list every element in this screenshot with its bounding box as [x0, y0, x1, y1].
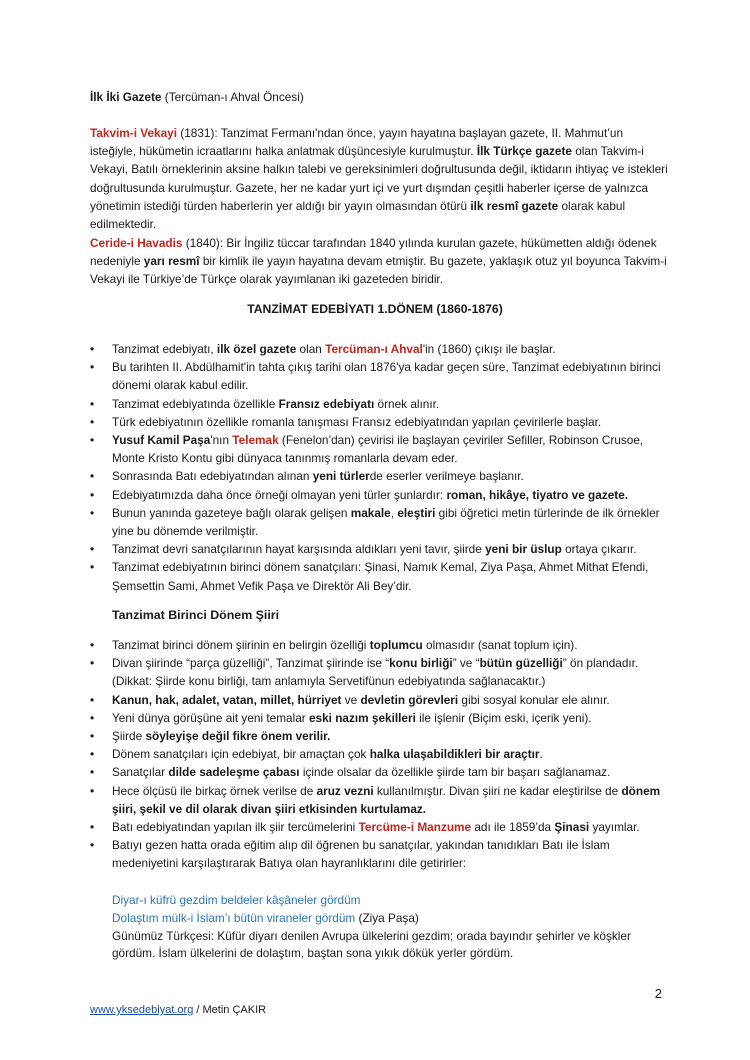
bullet-icon: •: [90, 692, 95, 707]
list-item: [90, 654, 670, 690]
text-run: ” ve “: [452, 656, 480, 671]
text-run: ile işlenir (Biçim eski, içerik yeni).: [415, 710, 592, 725]
bullet-icon: •: [90, 487, 95, 502]
list-item: [90, 540, 670, 558]
bullet-icon: •: [90, 838, 95, 853]
emphasis-text: makale: [350, 505, 391, 520]
emphasis-text: konu birliği: [389, 656, 453, 671]
text-run: kullanılmıştır. Divan şiiri ne kadar eleştirilse de: [373, 783, 622, 798]
emphasis-text: bütün güzelliği: [479, 656, 563, 671]
emphasis-text: Şinasi: [554, 820, 590, 835]
bullet-list-poetry: [90, 636, 670, 873]
bullet-icon: •: [90, 414, 95, 429]
paragraph-takvim-i-vekayi: [90, 124, 670, 233]
text-run: Batıyı gezen hatta orada eğitim alıp dil öğrenen bu sanatçılar, yakından tanıdıkları Batı ile İslam medeniyetini karşılaştırarak Batıya olan hayranlıklarını dile getirirler:: [112, 838, 610, 871]
text-run: (1831): Tanzimat Fermanı'ndan önce, yayın hayatına başlayan gazete, II. Mahmut’un isteğiyle, hükümetin icraatlarını halka anlatmak düşüncesiyle kurulmuştur.: [90, 126, 623, 159]
heading-bold: İlk İki Gazete: [90, 90, 162, 104]
bullet-icon: •: [90, 710, 95, 725]
text-run: gibi öğretici metin türlerinde de ilk örnekler yine bu dönemde verilmiştir.: [112, 505, 660, 539]
text-run: Tanzimat edebiyatının birinci dönem sanatçıları: Şinasi, Namık Kemal, Ziya Paşa, Ahmet Mithat Efendi, Şemsettin Sami, Ahmet Vefik Paşa ve Direktör Ali Bey’dir.: [112, 560, 649, 593]
emphasis-text: yeni türler: [312, 469, 370, 484]
emphasis-text: Fransız edebiyatı: [278, 396, 375, 411]
text-run: yayımlar.: [589, 820, 640, 835]
text-run: olarak kabul edilmektedir.: [90, 198, 626, 232]
list-item: [90, 709, 670, 727]
bullet-icon: •: [90, 396, 95, 411]
list-item: [90, 782, 670, 818]
paragraph-ceride-i-havadis: [90, 234, 670, 289]
text-run: 'nın: [210, 433, 233, 448]
emphasis-text: yeni bir üslup: [485, 542, 562, 557]
text-run: Bunun yanında gazeteye bağlı olarak gelişen: [112, 505, 351, 520]
subtitle-poetry: Tanzimat Birinci Dönem Şiiri: [112, 608, 280, 622]
text-run: (1840): Bir İngiliz tüccar tarafından 1840 yılında kurulan gazete, hükümetten aldığı ödenek nedeniyle: [90, 236, 657, 269]
text-run: ,: [390, 505, 398, 520]
emphasis-text: Yusuf Kamil Paşa: [112, 433, 211, 448]
poem-explanation: Günümüz Türkçesi: Küfür diyarı denilen Avrupa ülkelerini gezdim; orada bayındır şehirler ve köşkler gördüm. İslam ülkelerini de dolaştım, baştan sona yıkık dökük yerler gördüm.: [112, 928, 631, 961]
poem-line-2: Dolaştım mülk-i İslam’ı bütün viraneler gördüm: [112, 910, 356, 925]
emphasis-text: Telemak: [232, 433, 279, 448]
bullet-icon: •: [90, 729, 95, 744]
text-run: Tanzimat devri sanatçılarının hayat karşısında aldıkları yeni tavır, şiirde: [112, 542, 486, 557]
list-item: [90, 340, 670, 358]
list-item: [90, 486, 670, 504]
list-item: [90, 836, 670, 872]
list-item: [90, 558, 670, 594]
footer: [90, 1004, 266, 1016]
text-run: Sanatçılar: [112, 765, 169, 780]
text-run: Batı edebiyatından yapılan ilk şiir tercümelerini: [112, 820, 359, 835]
bullet-icon: •: [90, 433, 95, 448]
emphasis-text: devletin görevleri: [360, 692, 459, 707]
poem-quote: [112, 892, 672, 963]
bullet-icon: •: [90, 765, 95, 780]
text-run: ve: [341, 692, 361, 707]
emphasis-text: Ceride-i Havadis: [90, 236, 183, 250]
bullet-icon: •: [90, 638, 95, 652]
text-run: Şiirde: [112, 729, 146, 744]
bullet-icon: •: [90, 469, 95, 484]
emphasis-text: eleştiri: [397, 505, 436, 520]
page-number: 2: [654, 986, 662, 1001]
list-item: [90, 763, 670, 781]
emphasis-text: Takvim-i Vekayi: [90, 126, 178, 140]
list-item: [90, 413, 670, 431]
text-run: olan Takvim-i Vekayi, Batılı örneklerinin aksine halkın talebi ve gereksinimleri doğrultusunda değil, iktidarın ihtiyaç ve istekleri doğrultusunda kurulmuştur. Gazete, her ne kadar yurt içi ve yurt dışından çeşitli haberler içerse de yalnızca yönetimin istediği türden haberlerin yer aldığı bir yayın olmasından ötürü: [90, 144, 668, 213]
footer-link[interactable]: www.yksedebiyat.org: [90, 1004, 194, 1016]
list-item: [90, 636, 670, 654]
text-run: .: [539, 747, 543, 762]
section-title: TANZİMAT EDEBİYATI 1.DÖNEM (1860-1876): [247, 302, 503, 316]
bullet-icon: •: [90, 656, 95, 671]
list-item: [90, 745, 670, 763]
text-run: de eserler verilmeye başlanır.: [369, 469, 524, 484]
emphasis-text: Tercüme-i Manzume: [358, 820, 472, 835]
text-run: Hece ölçüsü ile birkaç örnek verilse de: [112, 783, 317, 798]
poem-author: (Ziya Paşa): [355, 910, 419, 925]
text-run: ” ön plandadır. (Dikkat: Şiirde konu birliği, tam anlamıyla Servetifünun edebiyatında sağlanacaktır.): [112, 656, 639, 689]
list-item: [90, 395, 670, 413]
emphasis-text: toplumcu: [369, 638, 423, 652]
list-item: [90, 431, 670, 467]
emphasis-text: İlk Türkçe gazete: [476, 144, 572, 159]
heading-rest: (Tercüman-ı Ahval Öncesi): [161, 90, 304, 104]
section-heading-first-newspapers: [90, 88, 670, 106]
poem-line-2-wrap: [112, 910, 672, 928]
text-run: Dönem sanatçıları için edebiyat, bir amaçtan çok: [112, 747, 370, 762]
list-item: [90, 467, 670, 485]
bullet-icon: •: [90, 360, 95, 375]
bullet-icon: •: [90, 505, 95, 520]
footer-author: / Metin ÇAKIR: [193, 1004, 267, 1016]
list-item: [90, 691, 670, 709]
bullet-icon: •: [90, 560, 95, 575]
list-item: [90, 504, 670, 540]
list-item: [90, 358, 670, 394]
text-run: Edebiyatımızda daha önce örneği olmayan yeni türler şunlardır:: [112, 487, 447, 502]
text-run: (Fenelon’dan) çevirisi ile başlayan çeviriler Sefiller, Robinson Crusoe, Monte Kristo Kontu gibi dünyaca tanınmış romanlarla devam eder.: [112, 433, 644, 466]
bullet-list-tanzimat: [90, 340, 670, 595]
emphasis-text: aruz vezni: [316, 783, 374, 798]
bullet-icon: •: [90, 342, 95, 356]
emphasis-text: Kanun, hak, adalet, vatan, millet, hürriyet: [112, 692, 342, 707]
text-run: Tanzimat edebiyatı,: [112, 342, 217, 356]
emphasis-text: söyleyişe değil fikre önem verilir.: [145, 729, 331, 744]
text-run: bir kimlik ile yayın hayatına devam etmiştir. Bu gazete, yaklaşık otuz yıl boyunca Takvim-i Vekayi ile Türkiye’de Türkçe olarak yayımlanan iki gazeteden biridir.: [90, 254, 667, 287]
text-run: Tanzimat birinci dönem şiirinin en belirgin özelliği: [112, 638, 370, 652]
emphasis-text: Tercüman-ı Ahval: [325, 342, 423, 356]
text-run: Tanzimat edebiyatında özellikle: [112, 396, 279, 411]
emphasis-text: ilk resmî gazete: [470, 198, 559, 213]
emphasis-text: ilk özel gazete: [216, 342, 297, 356]
text-run: Türk edebiyatının özellikle romanla tanışması Fransız edebiyatından yapılan çevirilerle başlar.: [112, 414, 602, 429]
text-run: örnek alınır.: [374, 396, 440, 411]
text-run: Sonrasında Batı edebiyatından alınan: [112, 469, 313, 484]
text-run: ortaya çıkarır.: [561, 542, 637, 557]
bullet-icon: •: [90, 783, 95, 798]
text-run: olan: [296, 342, 326, 356]
emphasis-text: dönem şiiri, şekil ve dil olarak divan şiiri etkisinden kurtulamaz.: [112, 783, 661, 816]
list-item: [90, 727, 670, 745]
text-run: içinde olsalar da özellikle şiirde tam bir başarı sağlanamaz.: [299, 765, 611, 780]
bullet-icon: •: [90, 747, 95, 762]
text-run: gibi sosyal konular ele alınır.: [458, 692, 610, 707]
text-run: olmasıdır (sanat toplum için).: [422, 638, 578, 652]
emphasis-text: yarı resmî: [143, 254, 200, 269]
emphasis-text: eski nazım şekilleri: [308, 710, 416, 725]
text-run: 'in (1860) çıkışı ile başlar.: [422, 342, 556, 356]
text-run: Divan şiirinde “parça güzelliği”, Tanzimat şiirinde ise “: [112, 656, 390, 671]
emphasis-text: roman, hikâye, tiyatro ve gazete.: [446, 487, 629, 502]
list-item: [90, 818, 670, 836]
bullet-icon: •: [90, 820, 95, 835]
text-run: Bu tarihten II. Abdülhamit'in tahta çıkış tarihi olan 1876'ya kadar geçen süre, Tanzimat edebiyatının birinci dönemi olarak kabul edilir.: [112, 360, 661, 393]
text-run: Yeni dünya görüşüne ait yeni temalar: [112, 710, 309, 725]
text-run: adı ile 1859’da: [471, 820, 555, 835]
emphasis-text: halka ulaşabildikleri bir araçtır: [369, 747, 540, 762]
poem-line-1: Diyar-ı küfrü gezdim beldeler kâşâneler gördüm: [112, 893, 361, 907]
emphasis-text: dilde sadeleşme çabası: [168, 765, 300, 780]
bullet-icon: •: [90, 542, 95, 557]
